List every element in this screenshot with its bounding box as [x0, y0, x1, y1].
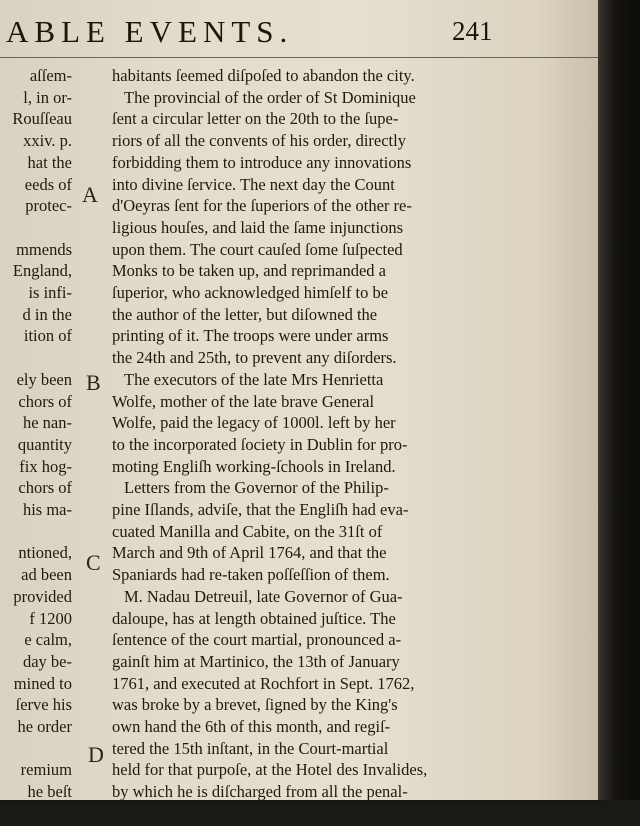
article-text-line: d'Oeyras ſent for the ſuperiors of the other re-	[112, 196, 412, 216]
left-column-line: chors of	[18, 391, 72, 411]
left-column-line: eeds of	[24, 174, 72, 194]
left-column-line: hat the	[27, 152, 72, 172]
left-column	[0, 66, 72, 800]
left-column-line: protec-	[25, 196, 72, 216]
article-text-line: was broke by a brevet, ſigned by the King's	[112, 695, 398, 715]
article-text-line: daloupe, has at length obtained juſtice. The	[112, 608, 396, 628]
left-column-line: l, in or-	[23, 87, 72, 107]
article-text-line: gainſt him at Martinico, the 13th of January	[112, 651, 400, 671]
background-edge	[598, 0, 640, 800]
left-column-line: is infi-	[28, 283, 72, 302]
left-column-line: his ma-	[22, 500, 72, 519]
article-text-line: ties annexed to it, and reſtored to his former	[112, 803, 402, 823]
left-column-line: d in the	[22, 304, 72, 324]
left-column-line: xxiv. p.	[23, 131, 72, 151]
article-text-line: riors of all the convents of his order, directly	[112, 131, 406, 151]
article-text-line: cuated Manilla and Cabite, on the 31ſt of	[112, 521, 383, 541]
article-text-line: by which he is diſcharged from all the penal-	[112, 782, 408, 802]
left-column-line: mined to	[13, 673, 72, 693]
article-text-line: The provincial of the order of St Dominique	[124, 87, 416, 107]
left-column-line: f 1200	[29, 608, 72, 628]
article-text-line: Spaniards had re-taken poſſeſſion of them.	[112, 565, 390, 585]
article-text-line: the 24th and 25th, to prevent any diſorders.	[112, 348, 397, 368]
article-text-line: M. Nadau Detreuil, late Governor of Gua-	[124, 586, 403, 606]
article-text-line: The executors of the late Mrs Henrietta	[124, 369, 384, 389]
article-text-line: tered the 15th inſtant, in the Court-martial	[112, 738, 389, 758]
page-header	[0, 14, 598, 54]
article-text-line: to the incorporated ſociety in Dublin for pro-	[112, 434, 408, 454]
left-column-line: fix hog-	[19, 456, 72, 476]
margin-marker-b: B	[86, 370, 101, 395]
article-text-line: own hand the 6th of this month, and regiſ-	[112, 717, 391, 736]
article-text-line: Wolfe, mother of the late brave General	[112, 391, 375, 411]
left-column-line: mmends	[16, 239, 72, 259]
left-column-line: he beſt	[27, 782, 72, 802]
article-text-line: ſentence of the court martial, pronounced a-	[112, 630, 402, 650]
left-column-line: day be-	[22, 651, 72, 671]
article-text-line: ſuperior, who acknowledged himſelf to be	[112, 283, 389, 302]
left-column-line: he nan-	[22, 413, 72, 433]
margin-marker-d: D	[88, 742, 104, 767]
left-column-line: provided	[13, 586, 72, 606]
article-text-line: Monks to be taken up, and reprimanded a	[112, 261, 387, 281]
article-text-line: ligious houſes, and laid the ſame injunctions	[112, 217, 403, 237]
article-text-line: moting Engliſh working-ſchools in Ireland.	[112, 456, 396, 476]
article-text-line: 1761, and executed at Rochfort in Sept. 1762,	[112, 673, 415, 693]
article-text-line: ſent a circular letter on the 20th to the ſupe-	[112, 109, 399, 129]
article-text-line: upon them. The court cauſed ſome ſuſpected	[112, 239, 403, 259]
article-text-line: held for that purpoſe, at the Hotel des Invalides,	[112, 760, 428, 780]
article-text-line: habitants ſeemed diſpoſed to abandon the city.	[112, 66, 415, 85]
article-text-line: Letters from the Governor of the Philip-	[124, 478, 389, 498]
left-column-line: chors of	[18, 478, 72, 498]
left-column-line: ad been	[21, 565, 72, 585]
page-number: 241	[452, 16, 493, 46]
left-column-line: ntioned,	[18, 543, 72, 563]
left-column-line: e calm,	[24, 630, 72, 650]
left-column-line: England,	[12, 261, 72, 281]
article-text-line: March and 9th of April 1764, and that the	[112, 543, 387, 563]
left-column-line: quantity	[17, 434, 72, 454]
article-text-line: into divine ſervice. The next day the Count	[112, 174, 395, 194]
article-text-line: pine Iſlands, adviſe, that the Engliſh had eva-	[112, 500, 409, 519]
left-column-line: he order	[17, 717, 72, 736]
article-text-line: Wolfe, paid the legacy of 1000l. left by her	[112, 413, 396, 433]
right-column	[112, 66, 518, 823]
left-column-line: remium	[20, 760, 72, 780]
left-column-line: ſerve his	[15, 695, 72, 715]
margin-marker-a: A	[82, 182, 98, 207]
running-title: ABLE EVENTS.	[6, 14, 294, 49]
left-column-line: Rouſſeau	[12, 109, 72, 129]
left-column-line: aſſem-	[29, 66, 72, 85]
left-column-line: ely been	[16, 369, 72, 389]
article-text-line: forbidding them to introduce any innovations	[112, 152, 412, 172]
left-column-line: ition of	[23, 326, 72, 346]
margin-marker-c: C	[86, 550, 101, 575]
article-text-line: the author of the letter, but diſowned the	[112, 304, 378, 324]
article-text-line: printing of it. The troops were under arms	[112, 326, 389, 346]
header-rule	[0, 57, 598, 58]
